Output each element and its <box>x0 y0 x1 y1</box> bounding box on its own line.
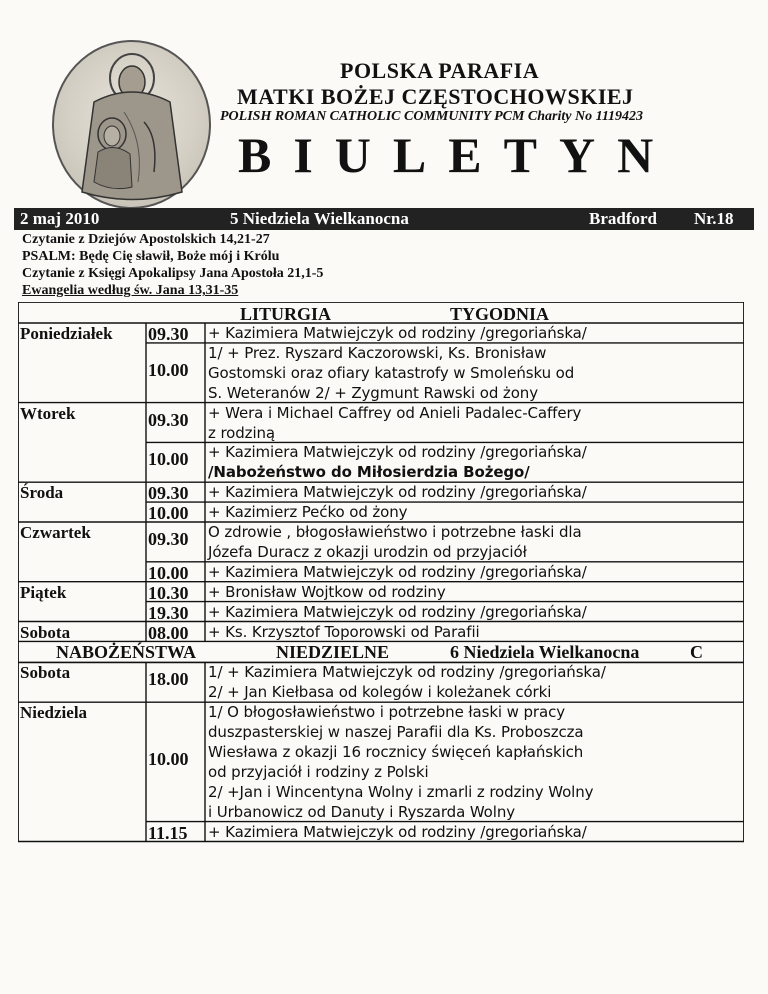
mass-time: 10.00 <box>148 503 189 524</box>
mass-intention: 2/ +Jan i Wincentyna Wolny i zmarli z rodziny Wolny <box>208 782 594 801</box>
mass-intention: + Kazimiera Matwiejczyk od rodziny /gregoriańska/ <box>208 483 587 502</box>
mass-intention: + Kazimiera Matwiejczyk od rodziny /gregoriańska/ <box>208 602 587 621</box>
issue-date: 2 maj 2010 <box>20 209 100 228</box>
parish-title-line2: MATKI BOŻEJ CZĘSTOCHOWSKIEJ <box>237 84 634 109</box>
mass-intention: duszpasterskiej w naszej Parafii dla Ks. Proboszcza <box>208 723 584 742</box>
mass-intention: + Kazimierz Pećko od żony <box>208 503 408 522</box>
liturgical-cycle-letter: C <box>690 642 703 663</box>
mass-intention: od przyjaciół i rodziny z Polski <box>208 762 429 781</box>
nabozenstwa-heading: NABOŻEŃSTWA <box>56 642 197 663</box>
mass-intention: Gostomski oraz ofiary katastrofy w Smoleńsku od <box>208 363 575 382</box>
mass-intention: + Kazimiera Matwiejczyk od rodziny /gregoriańska/ <box>208 443 587 462</box>
mass-time: 10.00 <box>148 748 189 769</box>
madonna-icon <box>52 40 211 209</box>
mass-time: 10.30 <box>148 582 189 603</box>
mass-time: 09.30 <box>148 483 189 504</box>
reading-1: Czytanie z Dziejów Apostolskich 14,21-27 <box>22 232 270 247</box>
reading-gospel: Ewangelia według św. Jana 13,31-35 <box>22 283 239 298</box>
day-label: Czwartek <box>20 523 91 542</box>
mass-intention: 1/ + Prez. Ryszard Kaczorowski, Ks. Bronisław <box>208 343 547 362</box>
readings <box>22 231 323 299</box>
mass-intention: + Kazimiera Matwiejczyk od rodziny /gregoriańska/ <box>208 324 587 342</box>
tygodnia-heading: TYGODNIA <box>450 304 550 324</box>
mass-time: 09.30 <box>148 324 189 344</box>
mass-intention: Józefa Duracz z okazji urodzin od przyjaciół <box>208 542 527 561</box>
day-label: Niedziela <box>20 703 88 723</box>
mass-intention: 1/ + Kazimiera Matwiejczyk od rodziny /gregoriańska/ <box>208 663 606 682</box>
mass-intention: + Wera i Michael Caffrey od Anieli Padalec-Caffery <box>208 403 582 422</box>
mass-intention: Wiesława z okazji 16 rocznicy święceń kapłańskich <box>208 743 584 761</box>
day-label: Sobota <box>20 663 71 683</box>
mass-intention: + Ks. Krzysztof Toporowski od Parafii <box>208 622 480 641</box>
issue-number: Nr.18 <box>694 209 734 228</box>
issue-place: Bradford <box>589 209 657 228</box>
liturgia-heading: LITURGIA <box>240 304 332 324</box>
mass-time: 11.15 <box>148 822 188 843</box>
issue-sunday: 5 Niedziela Wielkanocna <box>230 209 409 228</box>
mass-intention: i Urbanowicz od Danuty i Ryszarda Wolny <box>208 802 516 821</box>
mass-intention: + Kazimiera Matwiejczyk od rodziny /gregoriańska/ <box>208 562 587 581</box>
day-label: Piątek <box>20 582 67 602</box>
mass-intention: 2/ + Jan Kiełbasa od kolegów i koleżanek córki <box>208 683 552 702</box>
mass-time: 09.30 <box>148 528 189 549</box>
parish-subtitle: POLISH ROMAN CATHOLIC COMMUNITY PCM Charity No 1119423 <box>220 109 644 124</box>
mass-time: 10.00 <box>148 359 189 380</box>
mass-time: 10.00 <box>148 562 189 583</box>
niedzielne-heading: NIEDZIELNE <box>276 642 390 663</box>
mass-time: 09.30 <box>148 409 189 430</box>
bulletin-title: BIULETYN <box>238 127 676 183</box>
mass-intention: + Bronisław Wojtkow od rodziny <box>208 582 446 601</box>
day-label: Wtorek <box>20 403 76 423</box>
mass-intention: S. Weteranów 2/ + Zygmunt Rawski od żony <box>208 383 538 402</box>
schedule-table <box>18 302 744 940</box>
header <box>0 0 768 205</box>
reading-psalm: PSALM: Będę Cię sławił, Boże mój i Królu <box>22 249 280 264</box>
mass-time: 10.00 <box>148 449 189 470</box>
day-label: Środa <box>20 483 64 503</box>
next-sunday-heading: 6 Niedziela Wielkanocna <box>450 642 640 663</box>
mass-time: 18.00 <box>148 669 189 690</box>
day-label: Poniedziałek <box>20 324 113 343</box>
mass-time: 08.00 <box>148 622 189 643</box>
issue-bar <box>14 208 754 230</box>
mass-intention: O zdrowie , błogosławieństwo i potrzebne łaski dla <box>208 523 582 541</box>
mass-intention: z rodziną <box>208 423 276 442</box>
mass-intention: 1/ O błogosławieństwo i potrzebne łaski w pracy <box>208 703 565 722</box>
day-label: Sobota <box>20 622 71 642</box>
reading-2: Czytanie z Księgi Apokalipsy Jana Apostoła 21,1-5 <box>22 266 324 281</box>
parish-title-line1: POLSKA PARAFIA <box>340 58 540 83</box>
mass-intention: /Nabożeństwo do Miłosierdzia Bożego/ <box>208 463 530 482</box>
mass-intention: + Kazimiera Matwiejczyk od rodziny /gregoriańska/ <box>208 822 587 841</box>
mass-time: 19.30 <box>148 602 189 623</box>
